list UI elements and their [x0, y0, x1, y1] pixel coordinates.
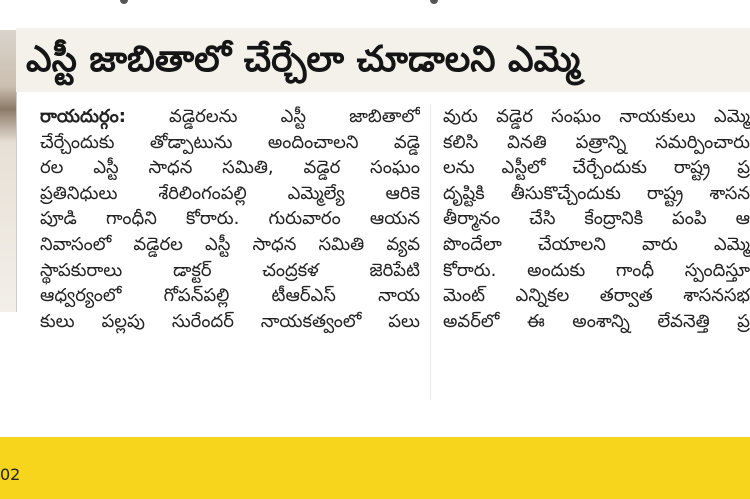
text-line: పొందేలా చేయాలని వారు ఎమ్మె: [443, 233, 750, 255]
strip-mark: [430, 0, 438, 4]
text-line: కోరారు. అందుకు గాంధీ స్పందిస్తూ: [443, 259, 750, 281]
text-line: కలిసి వినతి పత్రాన్ని సమర్పించారు: [443, 131, 750, 153]
strip-mark: [120, 0, 128, 4]
text-line: స్థాపకురాలు డాక్టర్ చంద్రకళ జెరిపేటి: [40, 259, 420, 281]
text-line: పూడి గాంధీని కోరారు. గురువారం ఆయన: [40, 208, 420, 230]
dateline: రాయదుర్గం:: [40, 106, 126, 127]
page-number: 02: [0, 465, 21, 484]
text-line: తీర్మానం చేసి కేంద్రానికి పంపి ఆ: [443, 208, 750, 230]
text-line: అవర్‌లో ఈ అంశాన్ని లేవనెత్తి ప్ర: [443, 310, 750, 332]
text-line: చేర్చేందుకు తోడ్పాటును అందించాలని వడ్డె: [40, 131, 420, 153]
footer-band: [0, 437, 750, 499]
text-line: రల ఎస్టీ సాధన సమితి, వడ్డెర సంఘం: [40, 157, 420, 179]
text-line: [40, 104, 420, 130]
text-line-start: వడ్డెరలను ఎస్టీ జాబితాలో: [125, 106, 420, 127]
text-line: నివాసంలో వడ్డెరల ఎస్టీ సాధన సమితి వ్యవ: [40, 233, 420, 255]
text-line: మెంట్ ఎన్నికల తర్వాత శాసనసభ: [443, 285, 750, 307]
text-line: లను ఎస్టీలో చేర్చేందుకు రాష్ట్ర ప్ర: [443, 157, 750, 179]
column-divider: [430, 104, 431, 400]
photo-thumbnail: [0, 30, 17, 312]
text-line: వురు వడ్డెర సంఘం నాయకులు ఎమ్మె: [443, 106, 750, 127]
article-column-2: [443, 104, 750, 404]
headline: ఎస్టీ జాబితాలో చేర్చేలా చూడాలని ఎమ్మె: [26, 39, 581, 80]
text-line: దృష్టికి తీసుకొచ్చేందుకు రాష్ట్ర శాసన: [443, 182, 750, 204]
text-line: కులు పల్లపు సురేందర్ నాయకత్వంలో పలు: [40, 310, 420, 332]
top-strip: [0, 0, 750, 14]
article-column-1: [40, 104, 420, 404]
text-line: ఆధ్వర్యంలో గోపన్‌పల్లి టీఆర్ఎస్ నాయ: [40, 285, 420, 307]
text-line: ప్రతినిధులు శేరిలింగంపల్లి ఎమ్మెల్యే ఆరికె: [40, 182, 420, 204]
